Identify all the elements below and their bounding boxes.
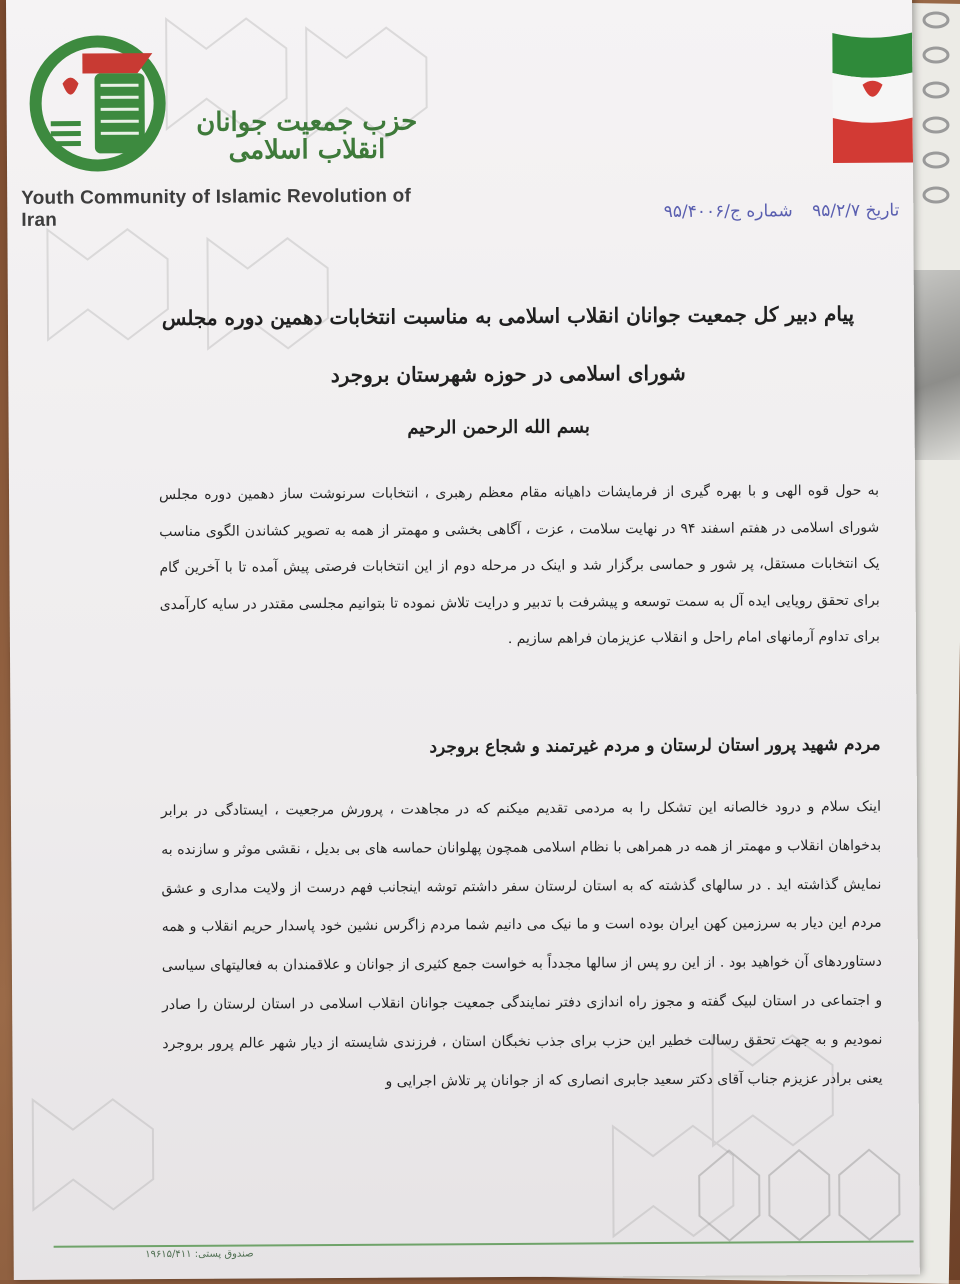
paragraph-2: اینک سلام و درود خالصانه این تشکل را به مردمی تقدیم میکنم که در مجاهدت ، پرورش مرجعیت ، ایستادگی در برابر بدخواهان انقلاب و مهمتر از همه در همراهی با نظام اسلامی همچون پهلوانان حماسه های بی بدیل ، نقشی موثر و سازنده به نمایش گذاشته اید . در سالهای گذشته که به استان لرستان سفر داشتم توشه اینجانب فهم درست از ولایت مداری و عشق مردم این دیار به سرزمین کهن ایران بوده است و ما نیک می دانیم شما مردم زاگرس نشین خود پاسدار حریم انقلاب و همه دستاوردهای آن خواهید بود . از این رو پس از سالها مجدداً به خواست جمع کثیری از جوانان و علاقمندان به فعالیتهای سیاسی و اجتماعی در استان لبیک گفته و مجوز راه اندازی دفتر نمایندگی جمعیت جوانان انقلاب اسلامی در استان لرستان را صادر نمودیم و به جهت تحقق رسالت خطیر این حزب برای جذب نخبگان استان ، فرزندی شایسته از دیار شهر عالم پرور بروجرد یعنی برادر عزیزم جناب آقای دکتر سعید جابری انصاری که از جوانان پر تلاش اجرایی و xyxy=(161,788,883,1103)
footer-po-box: صندوق پستی: ۱۹۶۱۵/۴۱۱ xyxy=(44,1249,254,1261)
title-line-1: پیام دبیر کل جمعیت جوانان انقلاب اسلامی به مناسبت انتخابات دهمین دوره مجلس xyxy=(148,285,868,347)
letter-date: تاریخ ۹۵/۲/۷ xyxy=(812,201,899,222)
basmala: بسم الله الرحمن الرحیم xyxy=(389,416,609,438)
iran-flag-icon xyxy=(832,32,913,162)
party-name-english: Youth Community of Islamic Revolution of Iran xyxy=(21,185,441,232)
party-emblem-icon xyxy=(22,13,173,184)
letter-number: شماره ج/۹۵/۴۰۰۶ xyxy=(664,201,793,222)
address-heading: مردم شهید پرور استان لرستان و مردم غیرتمند و شجاع بروجرد xyxy=(311,735,881,758)
corner-pattern xyxy=(689,1135,910,1246)
title-line-2: شورای اسلامی در حوزه شهرستان بروجرد xyxy=(148,343,868,405)
reference-line xyxy=(619,201,899,223)
party-name-persian: حزب جمعیت جوانان انقلاب اسلامی xyxy=(177,107,437,179)
paragraph-1: به حول قوه الهی و با بهره گیری از فرمایشات داهیانه مقام معظم رهبری ، انتخابات سرنوشت ساز دهمین دوره مجلس شورای اسلامی در هفتم اسفند ۹۴ در نهایت سلامت ، عزت ، آگاهی بخشی و مهمتر از همه به تصویر کشاندن الگوی مناسب یک انتخابات مستقل، پر شور و حماسی برگزار شد و اینک در مرحله دوم از این انتخابات فرصتی پیش آمده تا با آخرین گام برای تحقق رویایی ایده آل به سمت توسعه و پیشرفت با تدبیر و درایت تلاش نموده تا بتوانیم مجلسی مقتدر در سایه کارآمدی برای تداوم آرمانهای امام راحل و انقلاب عزیزمان فراهم سازیم . xyxy=(159,473,880,660)
letter-title xyxy=(148,285,869,405)
letter-page xyxy=(6,0,920,1280)
